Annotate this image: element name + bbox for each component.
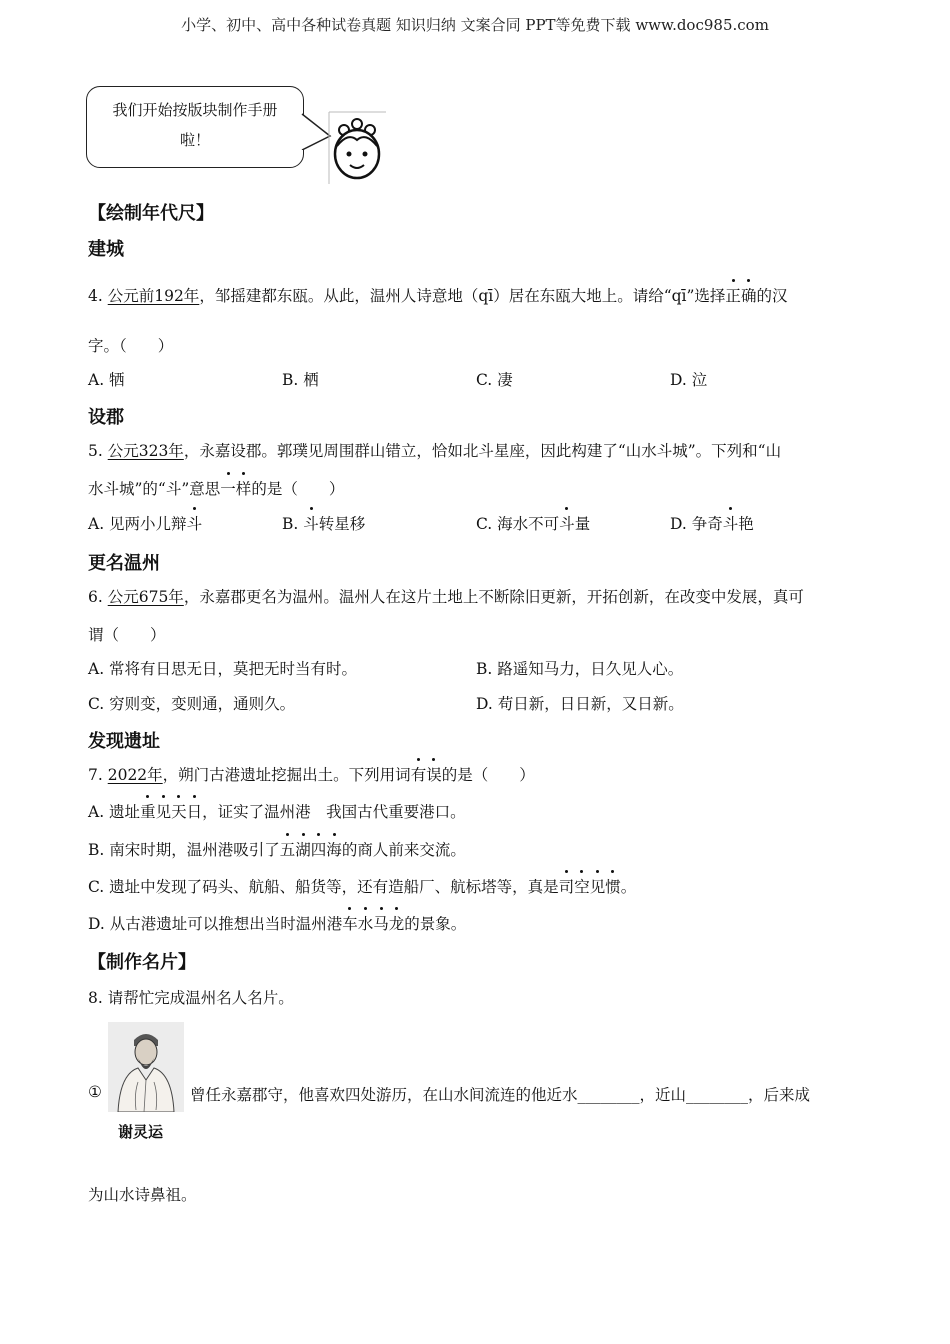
option-text: D. 争奇 (670, 515, 723, 533)
dotted-char: 空 (574, 875, 590, 897)
subsection-jiancheng: 建城 (88, 239, 124, 260)
question-5-year: 公元323年 (107, 442, 184, 460)
question-5-text-2: 水斗城”的“斗”意思 (88, 480, 221, 498)
dotted-char: 斗 (723, 512, 739, 534)
section-title-timeline: 【绘制年代尺】 (88, 203, 214, 224)
question-6-text: ，永嘉郡更名为温州。温州人在这片土地上不断除旧更新，开拓创新，在改变中发展，真可 (183, 588, 804, 606)
question-6-number: 6. (88, 588, 108, 606)
question-7-option-a (88, 800, 466, 822)
question-4-year: 公元前192年 (107, 287, 200, 305)
question-4-number: 4. (88, 287, 108, 305)
question-8-line-2: 为山水诗鼻祖。 (88, 1186, 197, 1204)
dotted-char: 一 (220, 477, 236, 499)
option-text: C. 海水不可 (476, 515, 560, 533)
dotted-char: 有 (411, 763, 427, 785)
question-7-option-d (88, 912, 466, 934)
bubble-line-1: 我们开始按版块制作手册 (112, 101, 278, 119)
question-8-marker: ① (88, 1083, 102, 1101)
question-7-year: 2022年 (107, 766, 163, 784)
dotted-char: 见 (590, 875, 606, 897)
option-text: ，证实了温州港 我国古代重要港口。 (202, 803, 466, 821)
question-7-number: 7. (88, 766, 108, 784)
question-4-text-end: 的汉 (756, 287, 788, 305)
question-5-number: 5. (88, 442, 108, 460)
dotted-char: 确 (741, 284, 757, 306)
question-4-line-2: 字。（ ） (88, 337, 174, 355)
question-7-text-end: 的是（ ） (441, 766, 535, 784)
dotted-char: 龙 (389, 912, 405, 934)
option-text: B. 南宋时期，温州港吸引了 (88, 841, 280, 859)
question-6-line-2: 谓（ ） (88, 626, 166, 644)
question-5-option-c (476, 512, 590, 534)
section-title-namecard: 【制作名片】 (88, 952, 196, 973)
question-5-text-3: 的是（ ） (251, 480, 345, 498)
question-7-option-b (88, 838, 466, 860)
option-text: 的商人前来交流。 (341, 841, 466, 859)
option-text: 转星移 (318, 515, 366, 533)
xie-lingyun-portrait-icon (108, 1022, 184, 1112)
dotted-char: 五 (280, 838, 296, 860)
option-text: 的景象。 (404, 915, 467, 933)
question-4-option-a: A. 牺 (88, 371, 125, 389)
option-text: A. 见两小儿辩 (88, 515, 187, 533)
question-8-stem: 8. 请帮忙完成温州名人名片。 (88, 989, 294, 1007)
dotted-char: 湖 (295, 838, 311, 860)
subsection-shejun: 设郡 (88, 407, 124, 428)
question-8-text: 曾任永嘉郡守，他喜欢四处游历，在山水间流连的他近水________，近山________，后来成 (190, 1086, 811, 1104)
subsection-faxian: 发现遗址 (88, 731, 160, 752)
cartoon-girl-icon (328, 110, 388, 186)
dotted-char: 重 (140, 800, 156, 822)
question-6-stem (88, 585, 804, 607)
question-7-text: ，朔门古港遗址挖掘出土。下列用词 (162, 766, 411, 784)
question-4-text: ，邹摇建都东瓯。从此，温州人诗意地（qī）居在东瓯大地上。请给“qī”选择 (199, 287, 726, 305)
option-text: D. 从古港遗址可以推想出当时温州港 (88, 915, 343, 933)
dotted-char: 海 (326, 838, 342, 860)
question-4-stem (88, 284, 787, 306)
dotted-char: 日 (187, 800, 203, 822)
dotted-char: 样 (236, 477, 252, 499)
dotted-char: 车 (342, 912, 358, 934)
dotted-char: 马 (373, 912, 389, 934)
question-7-stem (88, 763, 535, 785)
dotted-char: 水 (358, 912, 374, 934)
option-text: A. 遗址 (88, 803, 141, 821)
page-header: 小学、初中、高中各种试卷真题 知识归纳 文案合同 PPT等免费下载 www.doc985.com (181, 16, 769, 34)
question-4-option-c: C. 凄 (476, 371, 513, 389)
option-text: 。 (620, 878, 637, 896)
question-7-option-c (88, 875, 636, 897)
dotted-char: 惯 (605, 875, 621, 897)
question-5-stem (88, 439, 781, 461)
question-5-option-a (88, 512, 202, 534)
dotted-char: 见 (156, 800, 172, 822)
question-6-option-b: B. 路遥知马力，日久见人心。 (476, 660, 684, 678)
option-text: C. 遗址中发现了码头、航船、船货等，还有造船厂、航标塔等，真是 (88, 878, 559, 896)
subsection-gengming: 更名温州 (88, 553, 160, 574)
dotted-char: 司 (559, 875, 575, 897)
question-5-text: ，永嘉设郡。郭璞见周围群山错立，恰如北斗星座，因此构建了“山水斗城”。下列和“山 (183, 442, 782, 460)
option-text: 艳 (738, 515, 754, 533)
dotted-char: 正 (725, 284, 741, 306)
question-6-option-c: C. 穷则变，变则通，通则久。 (88, 695, 296, 713)
speech-bubble (86, 86, 304, 168)
option-text: B. (282, 515, 304, 533)
dotted-char: 四 (311, 838, 327, 860)
question-4-option-d: D. 泣 (670, 371, 708, 389)
question-5-line-2 (88, 477, 344, 499)
question-5-option-d (670, 512, 754, 534)
portrait-caption: 谢灵运 (118, 1123, 164, 1141)
bubble-line-2: 啦！ (179, 131, 210, 149)
question-4-option-b: B. 栖 (282, 371, 319, 389)
question-5-option-b (282, 512, 365, 534)
question-6-year: 公元675年 (107, 588, 184, 606)
dotted-char: 斗 (303, 512, 319, 534)
dotted-char: 天 (171, 800, 187, 822)
question-6-option-a: A. 常将有日思无日，莫把无时当有时。 (88, 660, 358, 678)
dotted-char: 误 (426, 763, 442, 785)
dotted-char: 斗 (187, 512, 203, 534)
option-text: 量 (574, 515, 591, 533)
dotted-char: 斗 (559, 512, 575, 534)
question-6-option-d: D. 苟日新，日日新，又日新。 (476, 695, 684, 713)
